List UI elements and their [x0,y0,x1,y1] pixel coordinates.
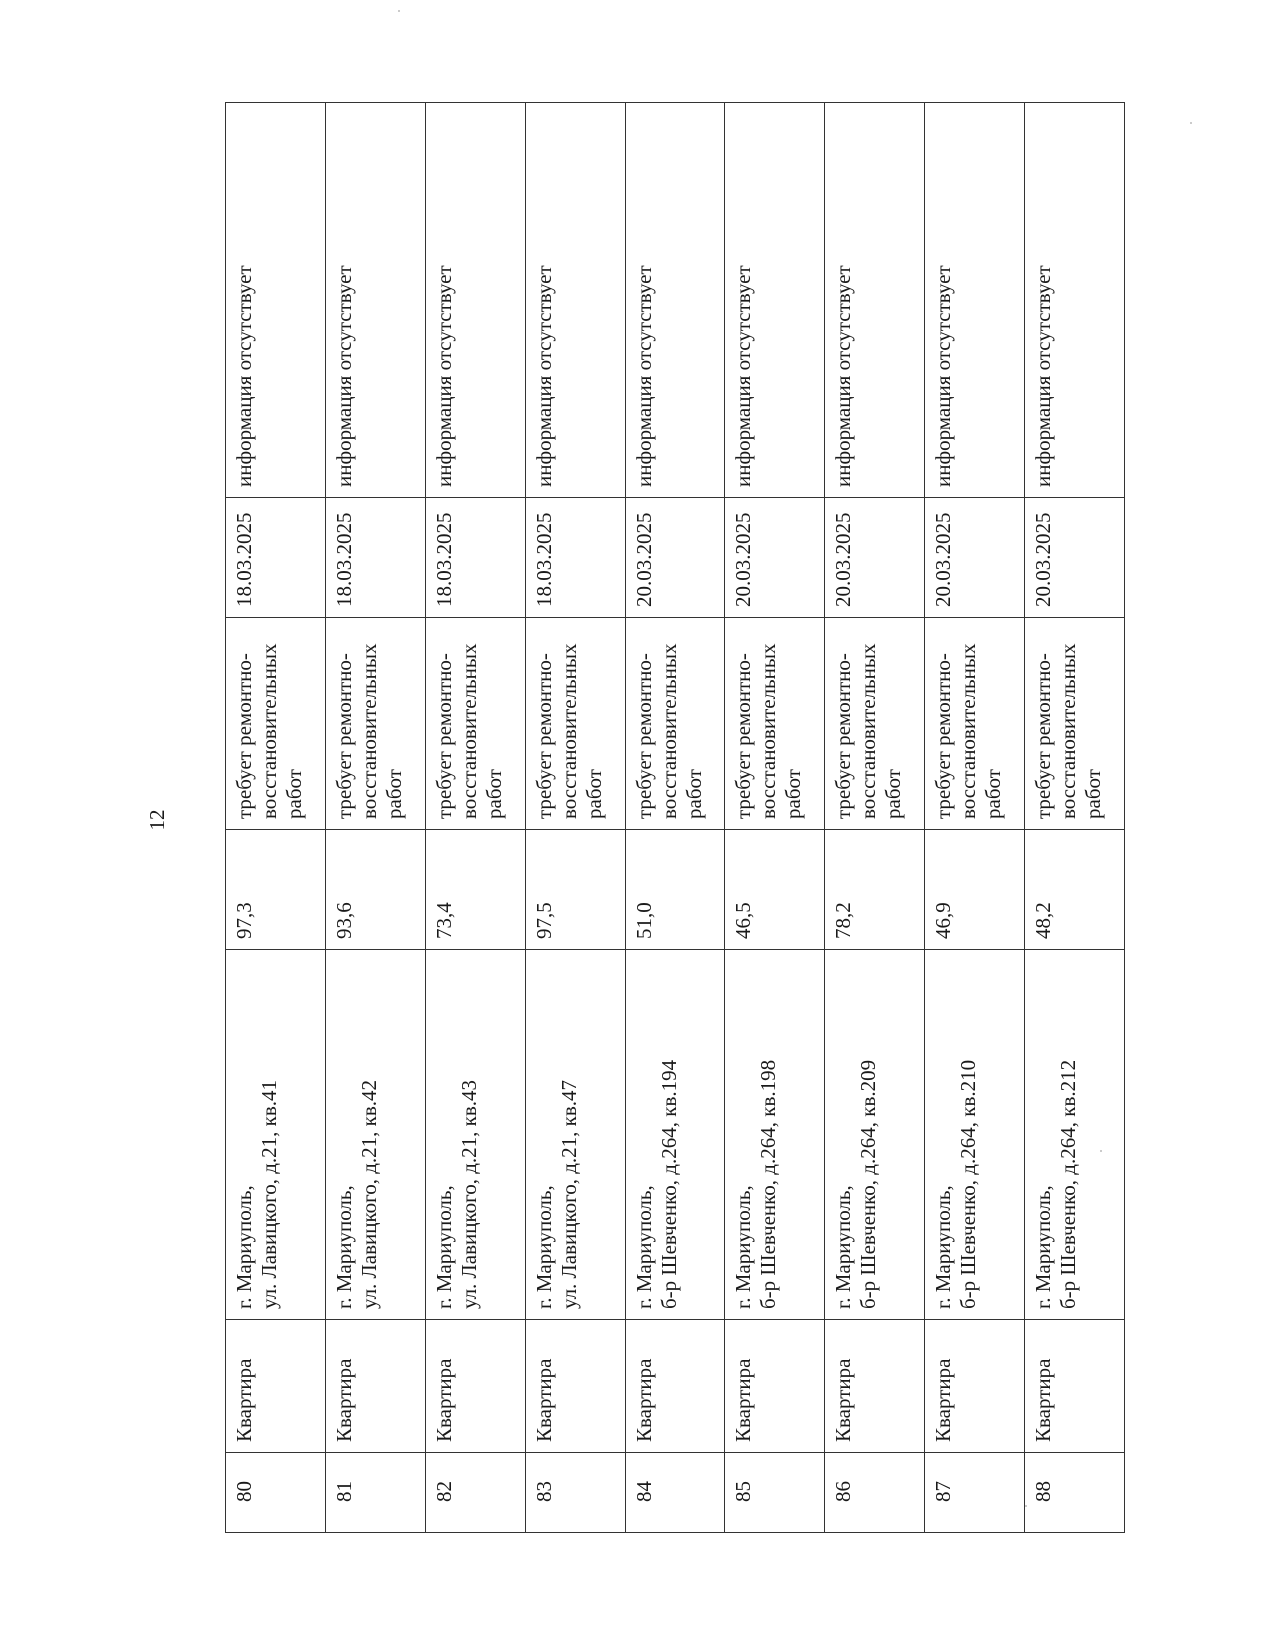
date-text: 18.03.2025 [232,512,256,607]
info-cell [325,103,425,498]
date-text: 18.03.2025 [331,512,356,607]
condition-text: требует ремонтно-восстановительных работ [731,643,806,819]
condition-text: требует ремонтно-восстановительных работ [831,643,906,819]
scan-speck [1190,122,1192,124]
scan-speck [1100,1150,1102,1152]
object-type-text: Квартира [831,1358,856,1442]
address-text: б-р Шевченко, д.264, кв.210 [956,1059,981,1309]
date-cell [825,498,925,618]
area-cell [625,830,725,950]
area-text: 97,3 [232,902,256,939]
row-number-cell [226,1453,326,1533]
condition-cell [925,618,1025,830]
area-text: 46,5 [731,902,756,939]
row-number-text: 87 [931,1481,956,1502]
object-type-text: Квартира [232,1358,256,1442]
object-type-text: Квартира [631,1358,656,1442]
info-cell [1025,103,1125,498]
table-row [1025,103,1125,1533]
address-text: б-р Шевченко, д.264, кв.198 [756,1059,781,1309]
address-text: г. Мариуполь, [1031,1185,1055,1309]
row-number-text: 84 [631,1481,656,1502]
address-cell [325,950,425,1320]
page-number: 12 [145,809,169,831]
row-number-cell [725,1453,825,1533]
date-cell [325,498,425,618]
info-cell [625,103,725,498]
info-cell [425,103,525,498]
table-row [325,103,425,1533]
object-type-cell [1025,1320,1125,1453]
object-type-text: Квартира [431,1358,456,1442]
condition-text: требует ремонтно-восстановительных работ [631,643,706,819]
info-text: информация отсутствует [331,265,356,487]
object-type-text: Квартира [931,1358,956,1442]
object-type-cell [625,1320,725,1453]
address-cell [825,950,925,1320]
condition-cell [725,618,825,830]
info-text: информация отсутствует [1031,265,1055,487]
date-text: 20.03.2025 [931,512,956,607]
condition-text: требует ремонтно-восстановительных работ [331,643,406,819]
date-cell [1025,498,1125,618]
area-text: 46,9 [931,902,956,939]
object-type-cell [825,1320,925,1453]
info-text: информация отсутствует [731,265,756,487]
row-number-text: 80 [232,1481,256,1502]
object-type-cell [525,1320,625,1453]
condition-text: требует ремонтно-восстановительных работ [431,643,506,819]
area-cell [925,830,1025,950]
address-text: б-р Шевченко, д.264, кв.194 [656,1059,681,1309]
area-text: 73,4 [431,902,456,939]
row-number-text: 83 [531,1481,556,1502]
address-cell [725,950,825,1320]
date-cell [525,498,625,618]
object-type-cell [925,1320,1025,1453]
address-text: г. Мариуполь, [331,1185,356,1309]
address-cell [525,950,625,1320]
condition-text: требует ремонтно-восстановительных работ [531,643,606,819]
area-text: 97,5 [531,902,556,939]
address-text: б-р Шевченко, д.264, кв.209 [856,1059,881,1309]
row-number-text: 86 [831,1481,856,1502]
date-text: 20.03.2025 [731,512,756,607]
table-row [425,103,525,1533]
row-number-text: 82 [431,1481,456,1502]
row-number-text: 81 [331,1481,356,1502]
scan-speck [1025,1505,1027,1507]
scan-speck [398,10,400,12]
date-cell [925,498,1025,618]
address-cell [925,950,1025,1320]
date-cell [226,498,326,618]
area-cell [1025,830,1125,950]
row-number-cell [1025,1453,1125,1533]
address-text: ул. Лавицкого, д.21, кв.43 [456,1079,481,1309]
area-cell [825,830,925,950]
object-type-cell [425,1320,525,1453]
row-number-cell [825,1453,925,1533]
area-cell [525,830,625,950]
property-registry-table [225,102,1125,1533]
date-text: 20.03.2025 [1031,512,1055,607]
area-text: 48,2 [1031,902,1055,939]
table-row [825,103,925,1533]
address-text: ул. Лавицкого, д.21, кв.47 [556,1079,581,1309]
area-cell [226,830,326,950]
address-text: г. Мариуполь, [831,1185,856,1309]
area-cell [725,830,825,950]
info-text: информация отсутствует [531,265,556,487]
table-row [925,103,1025,1533]
address-cell [226,950,326,1320]
row-number-text: 88 [1031,1481,1055,1502]
condition-cell [325,618,425,830]
address-text: ул. Лавицкого, д.21, кв.42 [356,1079,381,1309]
object-type-cell [725,1320,825,1453]
condition-cell [425,618,525,830]
table-row [725,103,825,1533]
info-cell [226,103,326,498]
info-text: информация отсутствует [931,265,956,487]
table-row [226,103,326,1533]
area-cell [325,830,425,950]
row-number-cell [425,1453,525,1533]
row-number-cell [925,1453,1025,1533]
row-number-cell [625,1453,725,1533]
object-type-text: Квартира [1031,1358,1055,1442]
address-text: г. Мариуполь, [531,1185,556,1309]
table-row [525,103,625,1533]
date-text: 18.03.2025 [531,512,556,607]
object-type-text: Квартира [531,1358,556,1442]
condition-text: требует ремонтно-восстановительных работ [1031,643,1105,819]
condition-cell [1025,618,1125,830]
info-cell [525,103,625,498]
table-row [625,103,725,1533]
info-text: информация отсутствует [431,265,456,487]
info-text: информация отсутствует [631,265,656,487]
date-cell [425,498,525,618]
area-text: 78,2 [831,902,856,939]
address-text: г. Мариуполь, [431,1185,456,1309]
object-type-text: Квартира [331,1358,356,1442]
condition-cell [625,618,725,830]
condition-cell [825,618,925,830]
area-text: 51,0 [631,902,656,939]
address-cell [425,950,525,1320]
date-text: 18.03.2025 [431,512,456,607]
row-number-cell [325,1453,425,1533]
object-type-cell [226,1320,326,1453]
date-cell [625,498,725,618]
info-cell [825,103,925,498]
object-type-text: Квартира [731,1358,756,1442]
object-type-cell [325,1320,425,1453]
address-text: б-р Шевченко, д.264, кв.212 [1056,1059,1080,1309]
date-text: 20.03.2025 [631,512,656,607]
area-text: 93,6 [331,902,356,939]
info-text: информация отсутствует [232,265,256,487]
condition-text: требует ремонтно-восстановительных работ [931,643,1006,819]
info-cell [725,103,825,498]
condition-text: требует ремонтно-восстановительных работ [232,643,306,819]
area-cell [425,830,525,950]
date-cell [725,498,825,618]
info-cell [925,103,1025,498]
condition-cell [226,618,326,830]
condition-cell [525,618,625,830]
info-text: информация отсутствует [831,265,856,487]
address-text: г. Мариуполь, [731,1185,756,1309]
date-text: 20.03.2025 [831,512,856,607]
address-text: г. Мариуполь, [631,1185,656,1309]
row-number-cell [525,1453,625,1533]
address-cell [625,950,725,1320]
address-text: ул. Лавицкого, д.21, кв.41 [257,1079,281,1309]
address-text: г. Мариуполь, [931,1185,956,1309]
address-text: г. Мариуполь, [232,1185,256,1309]
address-cell [1025,950,1125,1320]
row-number-text: 85 [731,1481,756,1502]
table-body [226,103,1125,1533]
